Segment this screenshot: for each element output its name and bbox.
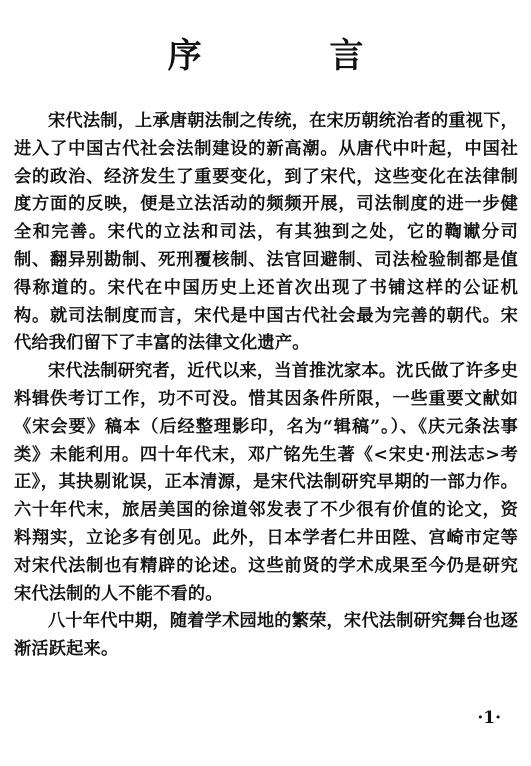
page-number: ·1· [477, 708, 501, 728]
paragraph-2: 宋代法制研究者，近代以来，当首推沈家本。沈氏做了许多史料辑佚考订工作，功不可没。惜其因条件所限，一些重要文献如《宋会要》稿本（后经整理影印，名为“辑稿”。）、《庆元条法事类》未能利用。四十年代末，邓广铭先生著《<宋史·刑法志>考正》，其抉剔讹误，正本清源，是宋代法制研究早期的一部力作。六十年代末，旅居美国的徐道邻发表了不少很有价值的论文，资料翔实，立论多有创见。此外，日本学者仁井田陞、宫崎市定等对宋代法制也有精辟的论述。这些前贤的学术成果至今仍是研究宋代法制的人不能不看的。 [14, 361, 518, 604]
paragraph-1: 宋代法制，上承唐朝法制之传统，在宋历朝统治者的重视下，进入了中国古代社会法制建设的新高潮。从唐代中叶起，中国社会的政治、经济发生了重要变化，到了宋代，这些变化在法律制度方面的反映，便是立法活动的频频开展，司法制度的进一步健全和完善。宋代的立法和司法，有其独到之处，它的鞫谳分司制、翻异别勘制、死刑覆核制、法官回避制、司法检验制都是值得称道的。宋代在中国历史上还首次出现了书铺这样的公证机构。就司法制度而言，宋代是中国古代社会最为完善的朝代。宋代给我们留下了丰富的法律文化遗产。 [14, 111, 518, 354]
page-title: 序 言 [167, 36, 422, 76]
preface-body [14, 108, 518, 664]
paragraph-3: 八十年代中期，随着学术园地的繁荣，宋代法制研究舞台也逐渐活跃起来。 [14, 611, 518, 660]
